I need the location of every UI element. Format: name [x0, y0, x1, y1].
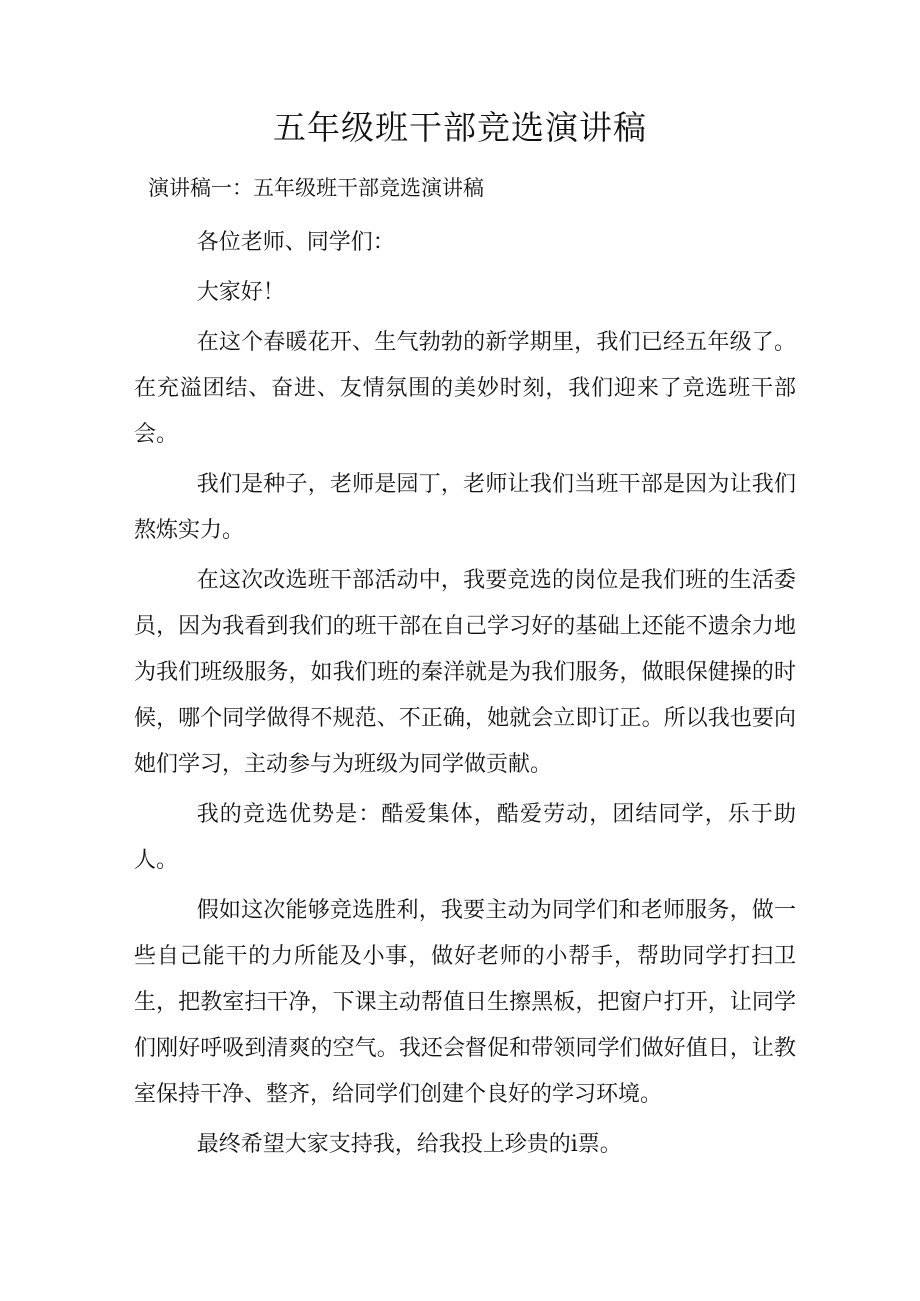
paragraph-closing: 最终希望大家支持我，给我投上珍贵的i票。: [196, 1132, 622, 1157]
paragraph-strengths: 我的竞选优势是：酷爱集体，酷爱劳动，团结同学，乐于助人。: [134, 802, 796, 873]
paragraph-seeds: 我们是种子，老师是园丁，老师让我们当班干部是因为让我们熬炼实力。: [134, 472, 796, 543]
document-body: [134, 220, 796, 1168]
paragraph-intro: 在这个春暖花开、生气勃勃的新学期里，我们已经五年级了。在充溢团结、奋进、友情氛围的美妙时刻，我们迎来了竞选班干部会。: [134, 330, 796, 447]
document-title: 五年级班干部竞选演讲稿: [273, 108, 647, 147]
paragraph-plans: 假如这次能够竞选胜利，我要主动为同学们和老师服务，做一些自己能干的力所能及小事，做好老师的小帮手，帮助同学打扫卫生，把教室扫干净，下课主动帮值日生擦黑板，把窗户打开，让同学们刚好呼吸到清爽的空气。我还会督促和带领同学们做好值日，让教室保持干净、整齐，给同学们创建个良好的学习环境。: [134, 898, 796, 1107]
paragraph-position: 在这次改选班干部活动中，我要竞选的岗位是我们班的生活委员，因为我看到我们的班干部在自己学习好的基础上还能不遗余力地为我们班级服务，如我们班的秦洋就是为我们服务，做眼保健操的时候，哪个同学做得不规范、不正确，她就会立即订正。所以我也要向她们学习，主动参与为班级为同学做贡献。: [134, 568, 796, 777]
paragraph-greeting: 大家好！: [196, 280, 285, 305]
document-subtitle: 演讲稿一：五年级班干部竞选演讲稿: [148, 176, 484, 200]
paragraph-salutation: 各位老师、同学们：: [196, 230, 395, 255]
